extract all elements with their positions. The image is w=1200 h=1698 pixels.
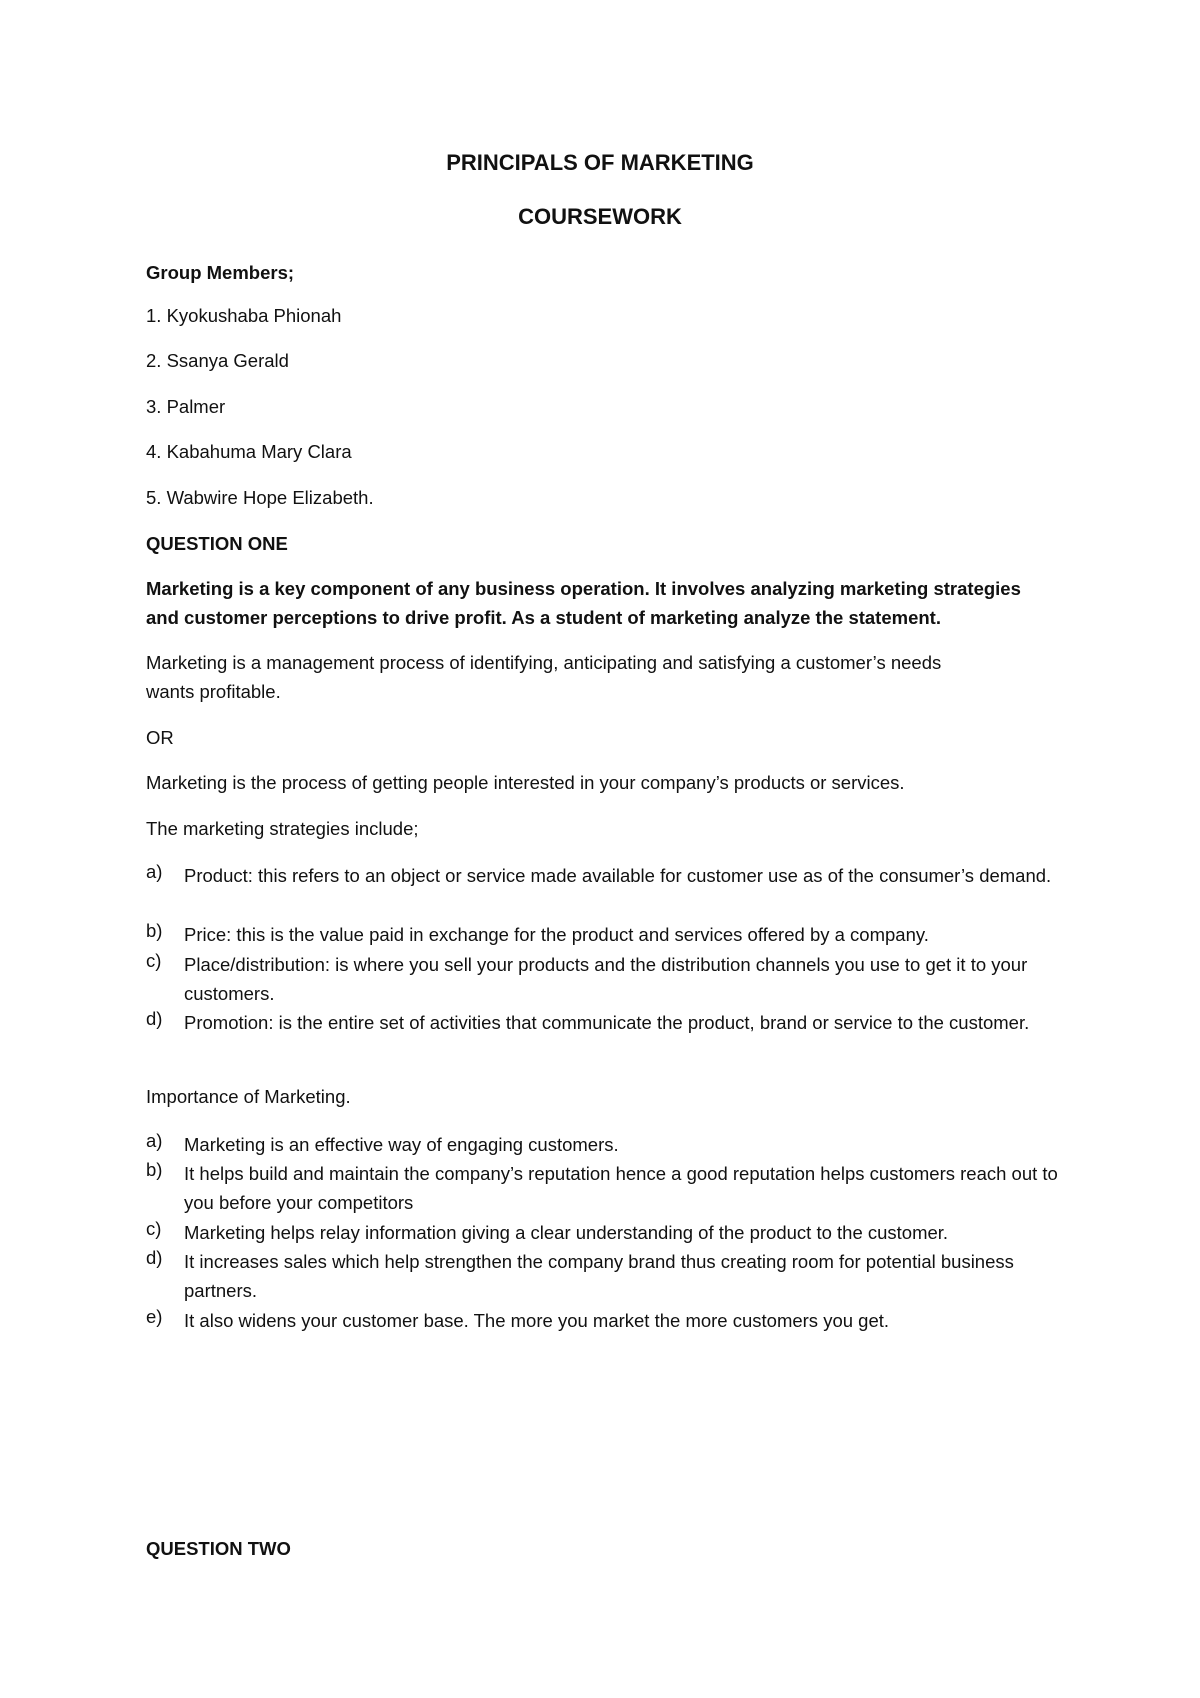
group-heading: Group Members; [146, 262, 295, 283]
definition-paragraph: Marketing is a management process of identifying, anticipating and satisfying a customer’s needs [146, 652, 942, 673]
list-marker: d) [146, 1008, 163, 1029]
definition-paragraph: wants profitable. [146, 681, 281, 702]
member-item: 3. Palmer [146, 396, 226, 417]
document-subtitle: COURSEWORK [518, 204, 682, 229]
question-one-heading: QUESTION ONE [146, 533, 288, 554]
member-item: 5. Wabwire Hope Elizabeth. [146, 487, 374, 508]
list-marker: d) [146, 1247, 163, 1268]
list-marker: c) [146, 1218, 162, 1239]
list-marker: a) [146, 1130, 163, 1151]
importance-heading: Importance of Marketing. [146, 1086, 351, 1107]
list-marker: c) [146, 950, 162, 971]
list-marker: e) [146, 1306, 163, 1327]
question-one-text: Marketing is a key component of any business operation. It involves analyzing marketing strategies [146, 578, 1021, 599]
list-text: It increases sales which help strengthen the company brand thus creating room for potential business partners. [184, 1251, 1014, 1301]
member-item: 2. Ssanya Gerald [146, 350, 289, 371]
list-text: Price: this is the value paid in exchange for the product and services offered by a company. [184, 924, 929, 945]
or-text: OR [146, 727, 174, 748]
list-text: Place/distribution: is where you sell your products and the distribution channels you use to get it to your customers. [184, 954, 1028, 1004]
member-item: 1. Kyokushaba Phionah [146, 305, 342, 326]
list-text: Marketing is an effective way of engaging customers. [184, 1134, 619, 1155]
strategies-intro: The marketing strategies include; [146, 818, 419, 839]
list-marker: b) [146, 1159, 163, 1180]
list-marker: b) [146, 920, 163, 941]
list-marker: a) [146, 861, 163, 882]
member-item: 4. Kabahuma Mary Clara [146, 441, 352, 462]
list-text: Product: this refers to an object or service made available for customer use as of the consumer’s demand. [184, 865, 1052, 886]
list-text: Marketing helps relay information giving a clear understanding of the product to the customer. [184, 1222, 949, 1243]
document-title: PRINCIPALS OF MARKETING [446, 150, 754, 175]
list-text: Promotion: is the entire set of activities that communicate the product, brand or service to the customer. [184, 1012, 1030, 1033]
question-two-heading: QUESTION TWO [146, 1538, 291, 1559]
definition-paragraph: Marketing is the process of getting people interested in your company’s products or services. [146, 772, 905, 793]
question-one-text: and customer perceptions to drive profit. As a student of marketing analyze the statement. [146, 607, 941, 628]
list-text: It helps build and maintain the company’s reputation hence a good reputation helps customers reach out to you before your competitors [184, 1163, 1058, 1213]
list-text: It also widens your customer base. The more you market the more customers you get. [184, 1310, 890, 1331]
